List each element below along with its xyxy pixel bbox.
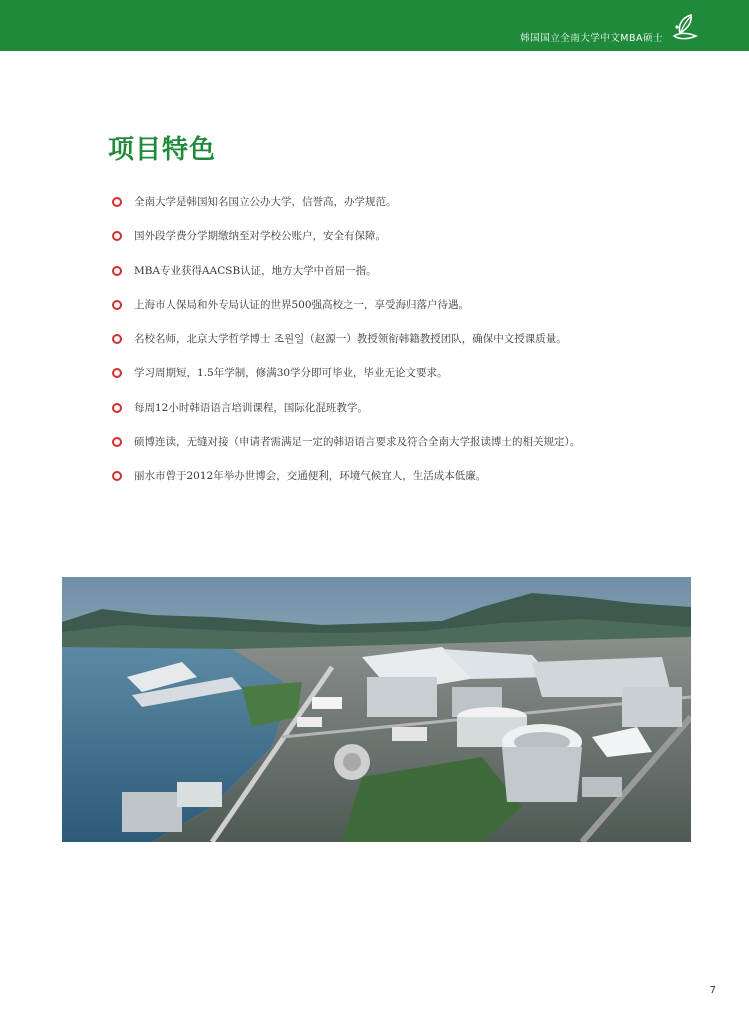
feature-text: 硕博连读，无缝对接（申请者需满足一定的韩语语言要求及符合全南大学报读博士的相关规定）。 [134,436,581,449]
feature-item [112,399,722,433]
feature-item [112,330,722,364]
page-title: 项目特色 [108,135,217,165]
bullet-icon [112,368,122,378]
bullet-icon [112,197,122,207]
feature-item [112,364,722,398]
bullet-icon [112,300,122,310]
feature-text: 名校名师，北京大学哲学博士 조원일（赵源一）教授领衔韩籍教授团队，确保中文授课质量。 [134,333,567,346]
aerial-city-illustration [62,577,691,842]
feature-item [112,433,722,467]
bullet-icon [112,403,122,413]
feature-item [112,227,722,261]
feature-item [112,296,722,330]
feature-list [112,193,722,502]
feature-text: 全南大学是韩国知名国立公办大学，信誉高，办学规范。 [134,196,397,208]
bullet-icon [112,471,122,481]
feature-item [112,193,722,227]
feature-text: 上海市人保局和外专局认证的世界500强高校之一，享受海归落户待遇。 [134,298,470,311]
feature-item [112,262,722,296]
bullet-icon [112,231,122,241]
feature-text: MBA专业获得AACSB认证，地方大学中首屈一指。 [134,264,377,277]
leaf-logo-icon [671,12,699,42]
bullet-icon [112,266,122,276]
feature-text: 国外段学费分学期缴纳至对学校公账户，安全有保障。 [134,230,386,243]
bullet-icon [112,334,122,344]
expo-city-photo [62,577,691,842]
feature-text: 丽水市曾于2012年举办世博会，交通便利，环境气候宜人，生活成本低廉。 [134,470,487,483]
feature-item [112,467,722,501]
header-title: 韩国国立全南大学中文MBA硕士 [520,33,663,44]
bullet-icon [112,437,122,447]
page-number: 7 [709,985,716,996]
header-bar [0,0,749,51]
feature-text: 学习周期短，1.5年学制，修满30学分即可毕业，毕业无论文要求。 [134,367,448,380]
feature-text: 每周12小时韩语语言培训课程，国际化混班教学。 [134,401,368,414]
